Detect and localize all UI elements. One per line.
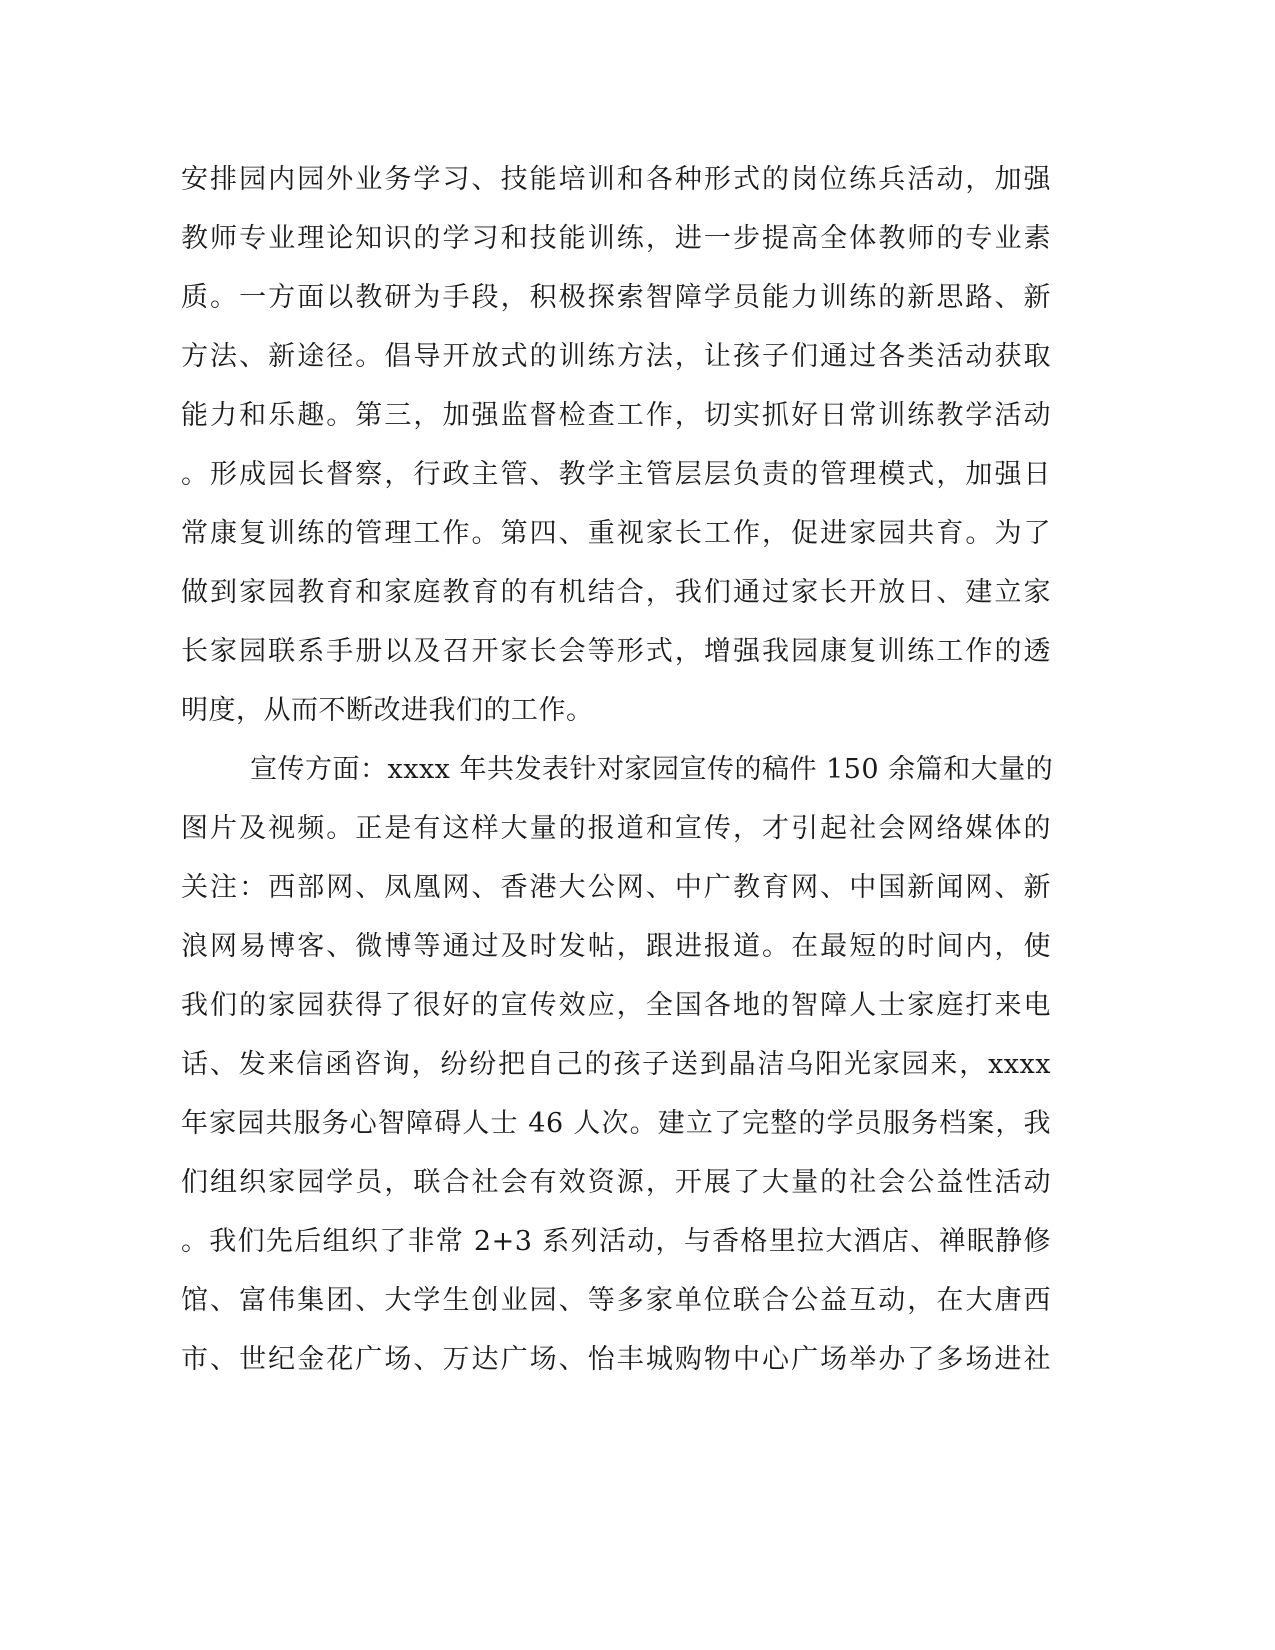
- paragraph-first-line: 宣传方面：xxxx 年共发表针对家园宣传的稿件 150 余篇和大量的: [250, 754, 1054, 785]
- text-line: 常康复训练的管理工作。第四、重视家长工作，促进家园共育。为了: [181, 518, 1051, 549]
- text-line: 能力和乐趣。第三，加强监督检查工作，切实抓好日常训练教学活动: [181, 400, 1051, 431]
- text-line: 做到家园教育和家庭教育的有机结合，我们通过家长开放日、建立家: [181, 577, 1051, 608]
- text-line: 年家园共服务心智障碍人士 46 人次。建立了完整的学员服务档案，我: [181, 1108, 1051, 1139]
- text-line: 质。一方面以教研为手段，积极探索智障学员能力训练的新思路、新: [181, 282, 1051, 313]
- text-line: 我们的家园获得了很好的宣传效应，全国各地的智障人士家庭打来电: [181, 990, 1051, 1021]
- text-line: 们组织家园学员，联合社会有效资源，开展了大量的社会公益性活动: [181, 1167, 1051, 1198]
- text-line: 图片及视频。正是有这样大量的报道和宣传，才引起社会网络媒体的: [181, 813, 1051, 844]
- text-line: 长家园联系手册以及召开家长会等形式，增强我园康复训练工作的透: [181, 636, 1051, 667]
- text-line: 馆、富伟集团、大学生创业园、等多家单位联合公益互动，在大唐西: [181, 1285, 1051, 1316]
- text-line: 。我们先后组织了非常 2+3 系列活动，与香格里拉大酒店、禅眠静修: [181, 1226, 1051, 1257]
- text-line: 关注：西部网、凤凰网、香港大公网、中广教育网、中国新闻网、新: [181, 872, 1051, 903]
- text-line: 安排园内园外业务学习、技能培训和各种形式的岗位练兵活动，加强: [181, 164, 1051, 195]
- text-line: 话、发来信函咨询，纷纷把自己的孩子送到晶洁乌阳光家园来，xxxx: [181, 1049, 1051, 1080]
- text-line: 明度，从而不断改进我们的工作。: [181, 695, 594, 726]
- text-line: 浪网易博客、微博等通过及时发帖，跟进报道。在最短的时间内，使: [181, 931, 1051, 962]
- text-line: 方法、新途径。倡导开放式的训练方法，让孩子们通过各类活动获取: [181, 341, 1051, 372]
- text-line: 教师专业理论知识的学习和技能训练，进一步提高全体教师的专业素: [181, 223, 1051, 254]
- text-line: 市、世纪金花广场、万达广场、怡丰城购物中心广场举办了多场进社: [181, 1344, 1051, 1375]
- text-line: 。形成园长督察，行政主管、教学主管层层负责的管理模式，加强日: [181, 459, 1051, 490]
